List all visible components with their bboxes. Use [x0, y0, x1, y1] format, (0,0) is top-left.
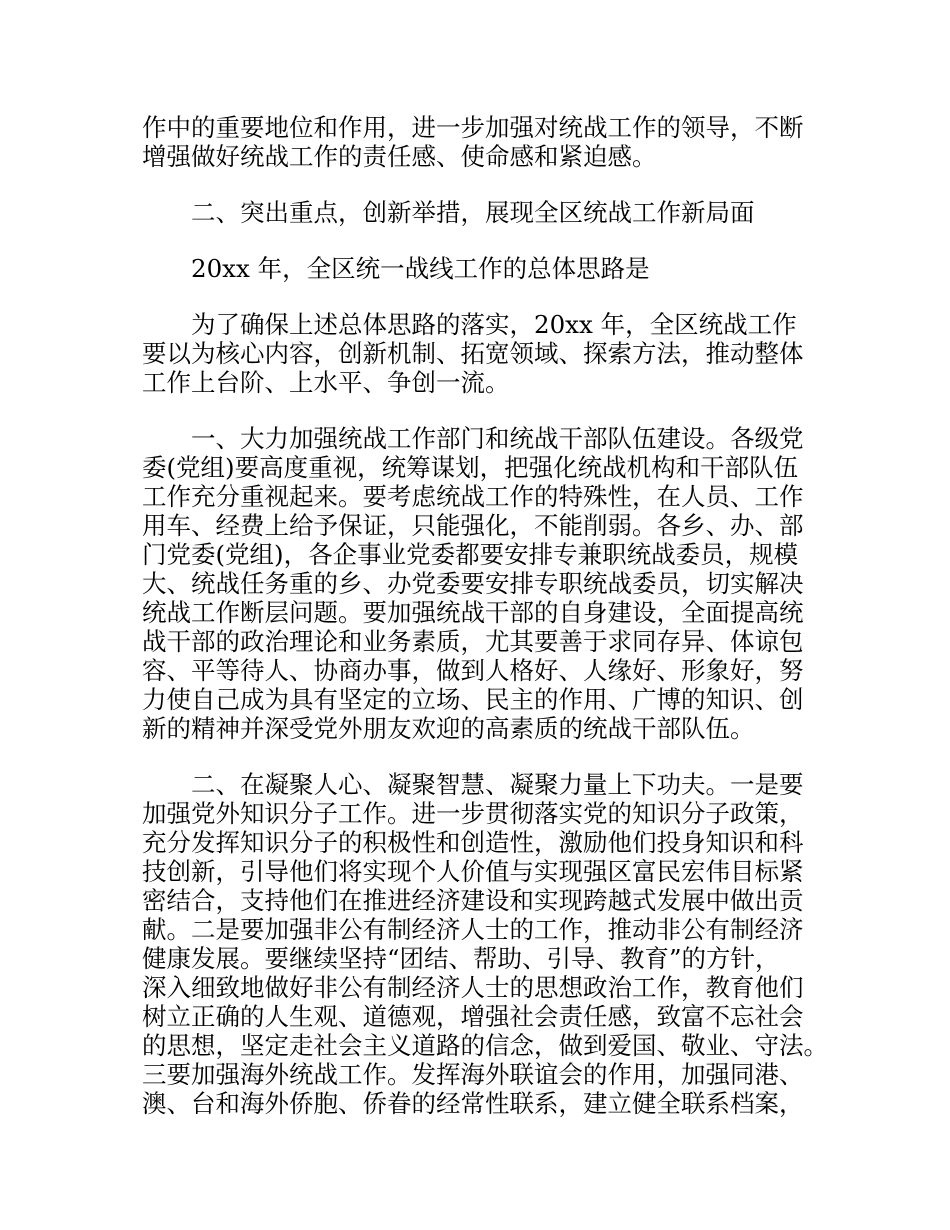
- text-line: 战干部的政治理论和业务素质，尤其要善于求同存异、体谅包: [142, 627, 804, 656]
- text-line: 作中的重要地位和作用，进一步加强对统战工作的领导，不断: [142, 113, 804, 142]
- paragraph: [142, 770, 828, 1118]
- paragraph: [142, 113, 810, 171]
- paragraph-gap: [142, 227, 810, 254]
- text-line: 二、在凝聚人心、凝聚智慧、凝聚力量上下功夫。一是要: [191, 770, 804, 799]
- text-line: 二、突出重点，创新举措，展现全区统战工作新局面: [191, 198, 755, 227]
- paragraph-gap: [142, 283, 810, 310]
- paragraph-gap: [142, 743, 810, 770]
- paragraph: [142, 254, 810, 283]
- paragraph-gap: [142, 171, 810, 198]
- text-line: 澳、台和海外侨胞、侨眷的经常性联系，建立健全联系档案，: [142, 1089, 804, 1118]
- paragraph: [142, 198, 810, 227]
- text-line: 大、统战任务重的乡、办党委要安排专职统战委员，切实解决: [142, 569, 804, 598]
- text-line: 增强做好统战工作的责任感、使命感和紧迫感。: [142, 142, 657, 171]
- text-line: 树立正确的人生观、道德观，增强社会责任感，致富不忘社会: [142, 1002, 804, 1031]
- text-line: 统战工作断层问题。要加强统战干部的自身建设，全面提高统: [142, 598, 804, 627]
- text-line: 的思想，坚定走社会主义道路的信念，做到爱国、敬业、守法。: [142, 1031, 828, 1060]
- document-page: [142, 113, 828, 1118]
- text-line: 三要加强海外统战工作。发挥海外联谊会的作用，加强同港、: [142, 1060, 804, 1089]
- text-line: 健康发展。要继续坚持“团结、帮助、引导、教育”的方针，: [142, 944, 780, 973]
- text-line: 工作充分重视起来。要考虑统战工作的特殊性，在人员、工作: [142, 482, 804, 511]
- text-line: 密结合，支持他们在推进经济建设和实现跨越式发展中做出贡: [142, 886, 804, 915]
- paragraph-gap: [142, 397, 810, 424]
- text-line: 为了确保上述总体思路的落实，20xx 年，全区统战工作: [191, 310, 797, 339]
- text-line: 用车、经费上给予保证，只能强化，不能削弱。各乡、办、部: [142, 511, 804, 540]
- text-line: 20xx 年，全区统一战线工作的总体思路是: [191, 254, 650, 283]
- text-line: 献。二是要加强非公有制经济人士的工作，推动非公有制经济: [142, 915, 804, 944]
- text-line: 加强党外知识分子工作。进一步贯彻落实党的知识分子政策，: [142, 799, 804, 828]
- text-line: 充分发挥知识分子的积极性和创造性，激励他们投身知识和科: [142, 828, 804, 857]
- text-line: 容、平等待人、协商办事，做到人格好、人缘好、形象好，努: [142, 656, 804, 685]
- text-line: 深入细致地做好非公有制经济人士的思想政治工作，教育他们: [142, 973, 804, 1002]
- text-line: 一、大力加强统战工作部门和统战干部队伍建设。各级党: [191, 424, 804, 453]
- text-line: 新的精神并深受党外朋友欢迎的高素质的统战干部队伍。: [142, 714, 755, 743]
- text-line: 委(党组)要高度重视，统筹谋划，把强化统战机构和干部队伍: [142, 453, 799, 482]
- text-line: 要以为核心内容，创新机制、拓宽领域、探索方法，推动整体: [142, 339, 804, 368]
- text-line: 技创新，引导他们将实现个人价值与实现强区富民宏伟目标紧: [142, 857, 804, 886]
- text-line: 工作上台阶、上水平、争创一流。: [142, 368, 510, 397]
- paragraph: [142, 310, 810, 397]
- text-line: 力使自己成为具有坚定的立场、民主的作用、广博的知识、创: [142, 685, 804, 714]
- paragraph: [142, 424, 810, 743]
- text-line: 门党委(党组)，各企事业党委都要安排专兼职统战委员，规模: [142, 540, 799, 569]
